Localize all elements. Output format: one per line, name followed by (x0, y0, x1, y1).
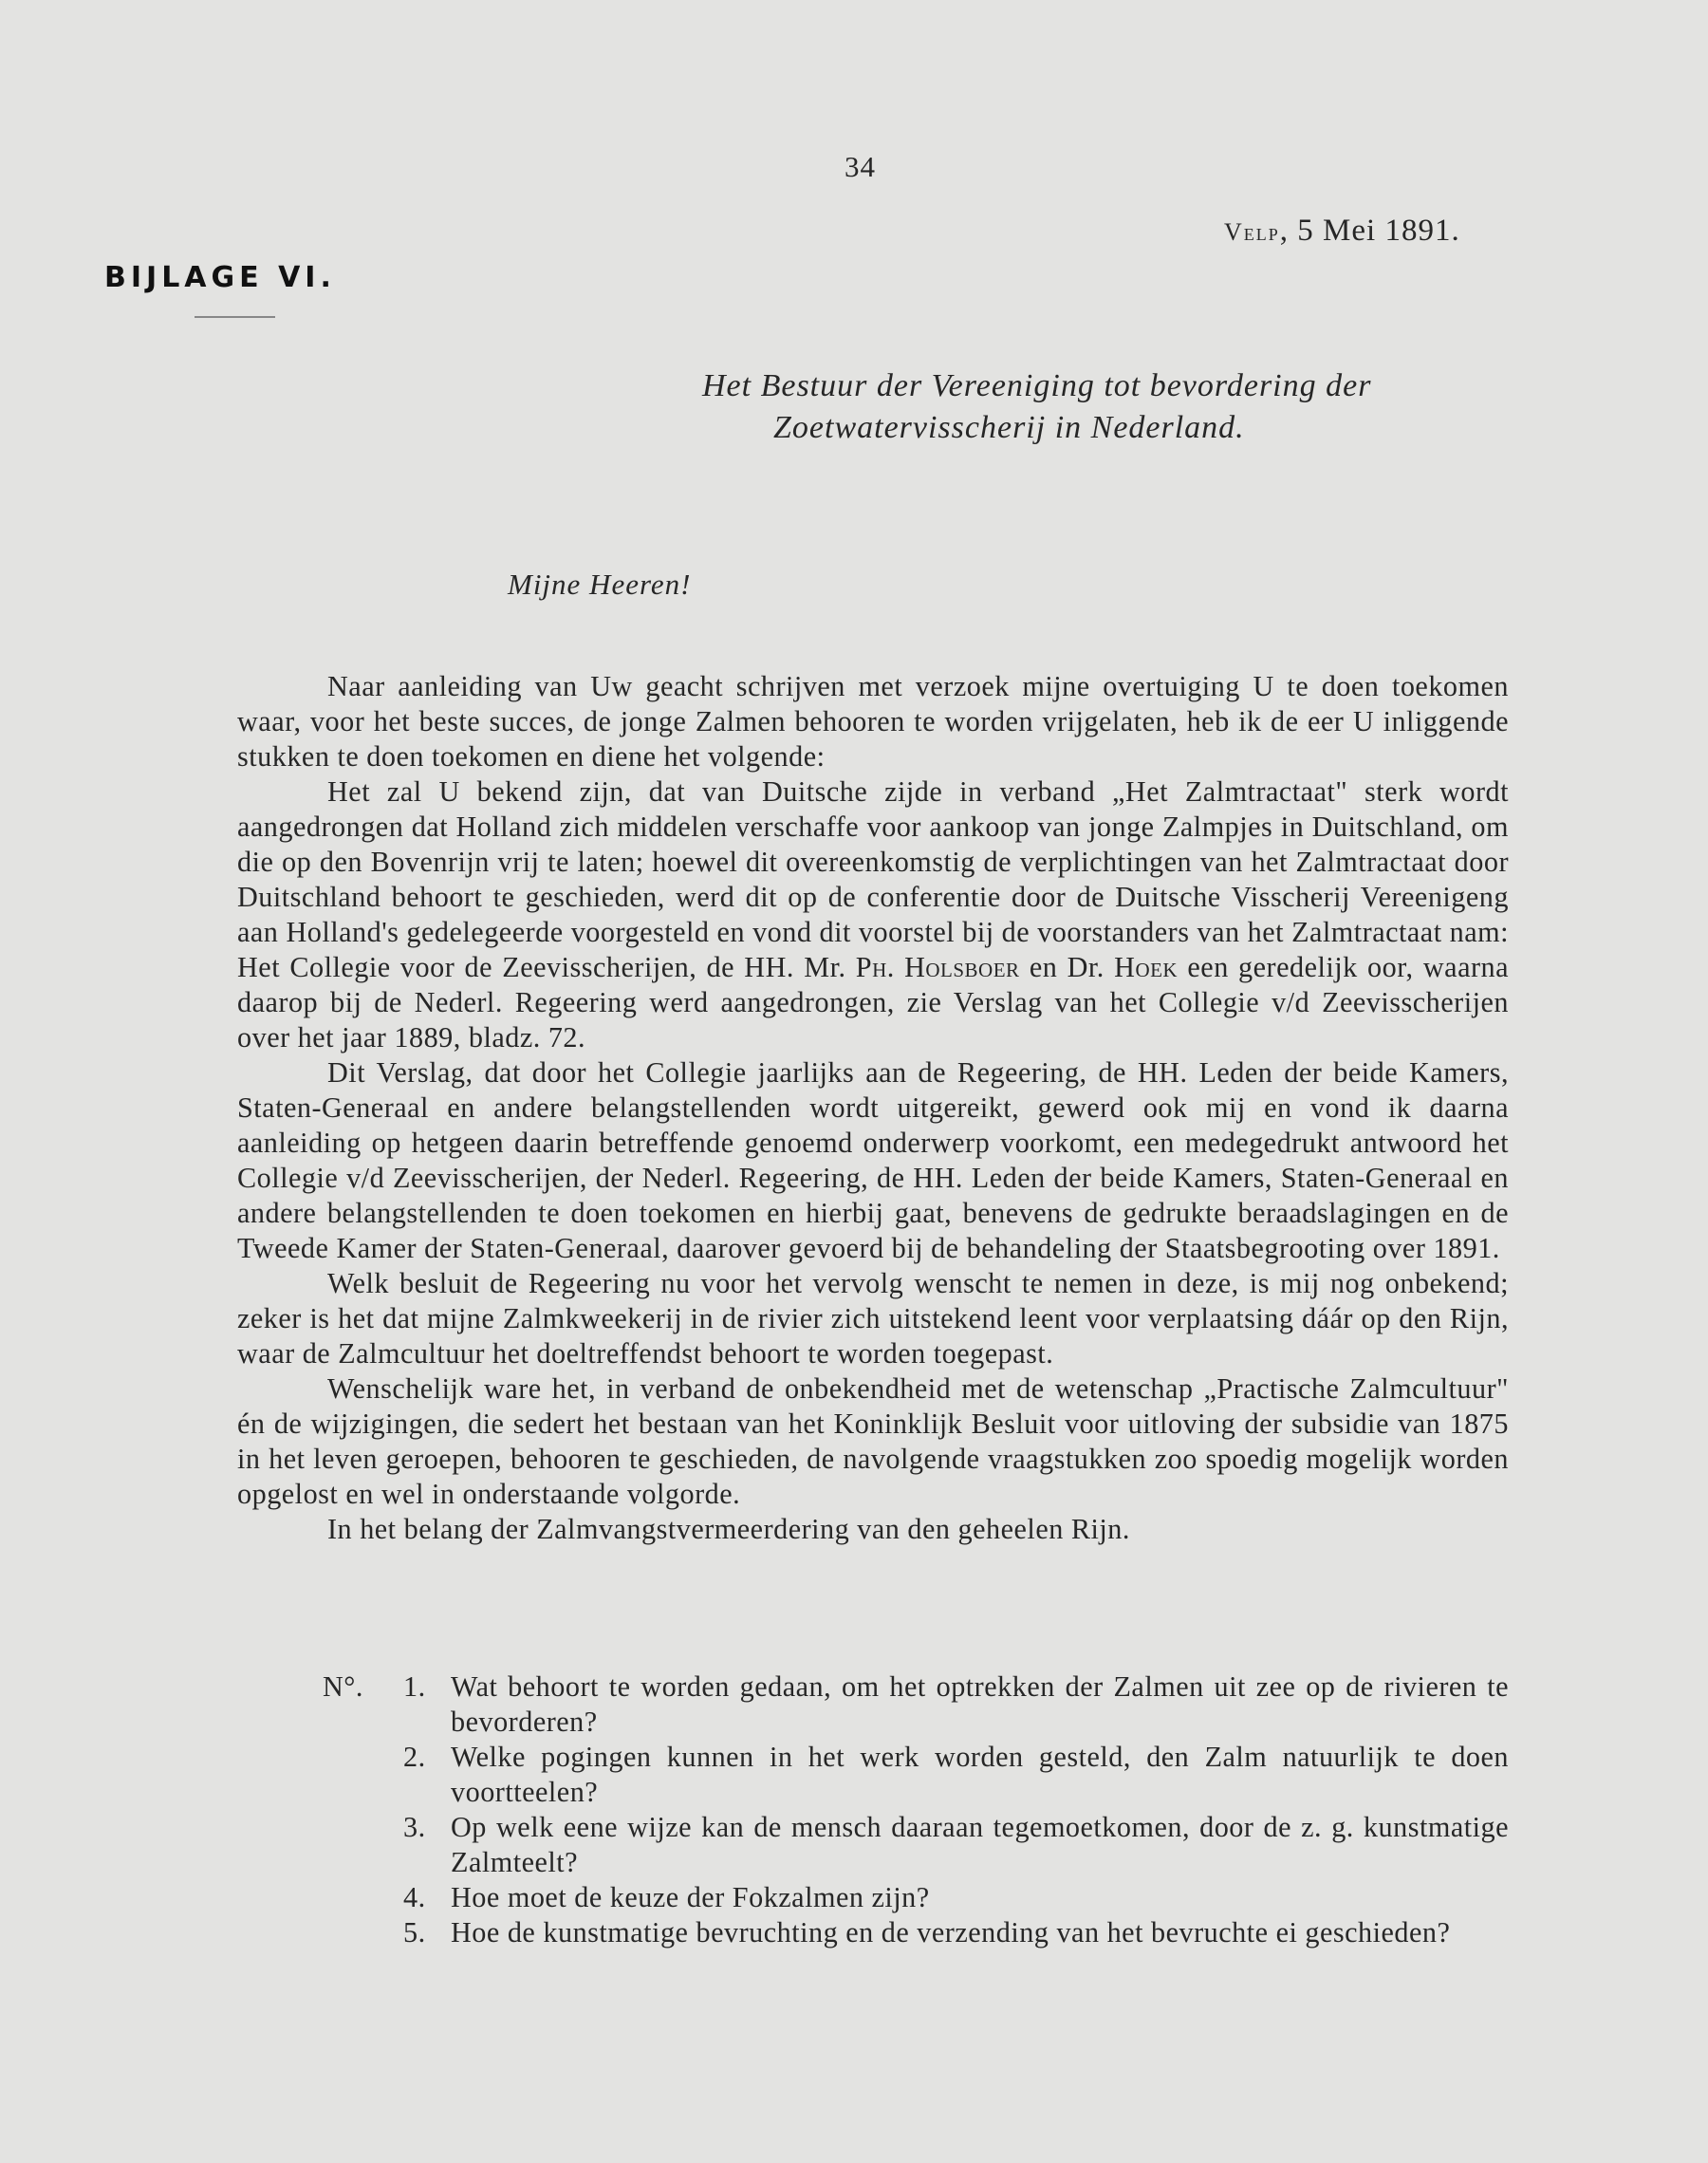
person-name-holsboer: Ph. Holsboer (855, 951, 1020, 983)
paragraph-6: In het belang der Zalmvangstvermeerdering van den geheelen Rijn. (327, 1513, 1130, 1545)
paragraph-2-part-a: Het zal U bekend zijn, dat van Duitsche zijde in verband „Het Zalmtractaat" sterk wordt aangedrongen dat Holland zich middelen verschaffe voor aankoop van jonge Zalmpjes in Duitschland, om die op den Bovenrijn vrij te laten; hoewel dit overeenkomstig de verplichtingen van het Zalmtractaat door Duitschland behoort te geschieden, werd dit op de conferentie door de Duitsche Visscherij Vereenigeng aan Holland's gedelegeerde voorgesteld en vond dit voorstel bij de voorstanders van het Zalmtractaat nam: Het Collegie voor de Zeevisscherijen, de HH. Mr. (237, 775, 1509, 983)
paragraph-2 (237, 774, 1509, 1055)
paragraph-2-part-b: en Dr. (1029, 951, 1105, 983)
question-prefix: N°. (323, 1670, 363, 1703)
addressee-line-2: Zoetwatervisscherij in Nederland. (773, 410, 1245, 445)
place-name: Velp (1224, 218, 1280, 246)
list-item (237, 1915, 1509, 1950)
place-date (1224, 214, 1460, 249)
appendix-label: BIJLAGE VI. (104, 261, 336, 294)
question-number: 5. (403, 1916, 426, 1949)
question-text: Hoe de kunstmatige bevruchting en de verzending van het bevruchte ei geschieden? (451, 1916, 1451, 1949)
letter-date: , 5 Mei 1891. (1279, 214, 1460, 248)
page-number: 34 (845, 150, 876, 183)
question-prefix-spacer (237, 1880, 403, 1915)
question-list (237, 1669, 1509, 1950)
paragraph-1: Naar aanleiding van Uw geacht schrijven met verzoek mijne overtuiging U te doen toekomen waar, voor het beste succes, de jonge Zalmen behooren te worden vrijgelaten, heb ik de eer U inliggende stukken te doen toekomen en diene het volgende: (237, 670, 1509, 773)
paragraph-3: Dit Verslag, dat door het Collegie jaarlijks aan de Regeering, de HH. Leden der beide Kamers, Staten-Generaal en andere belangstellenden wordt uitgereikt, gewerd ook mij en vond ik daarna aanleiding op hetgeen daarin betreffende genoemd onderwerp voorkomt, een medegedrukt antwoord het Collegie v/d Zeevisscherijen, der Nederl. Regeering, de HH. Leden der beide Kamers, Staten-Generaal en andere belangstellenden te doen toekomen en hierbij gaat, benevens de gedrukte beraadslagingen en de Tweede Kamer der Staten-Generaal, daarover gevoerd bij de behandeling der Staatsbegrooting over 1891. (237, 1056, 1509, 1264)
list-item (237, 1810, 1509, 1880)
paragraph-2-part-c: een geredelijk oor, waarna daarop bij de Nederl. Regeering werd aangedrongen, zie Verslag van het Collegie v/d Zeevisscherijen over het jaar 1889, bladz. 72. (237, 951, 1510, 1054)
question-number: 3. (403, 1811, 426, 1843)
list-item (237, 1740, 1509, 1810)
question-number: 1. (403, 1670, 426, 1703)
list-item (237, 1880, 1509, 1915)
question-prefix-spacer (237, 1915, 403, 1950)
question-text: Hoe moet de keuze der Fokzalmen zijn? (451, 1881, 930, 1913)
list-item (237, 1669, 1509, 1740)
paragraph-4: Welk besluit de Regeering nu voor het vervolg wenscht te nemen in deze, is mij nog onbekend; zeker is het dat mijne Zalmkweekerij in de rivier zich uitstekend leent voor verplaatsing dáár op den Rijn, waar de Zalmcultuur het doeltreffendst behoort te worden toegepast. (237, 1267, 1509, 1370)
person-name-hoek: Hoek (1114, 951, 1179, 983)
paragraph-5: Wenschelijk ware het, in verband de onbekendheid met de wetenschap „Practische Zalmcultuur" én de wijzigingen, die sedert het bestaan van het Koninklijk Besluit voor uitloving der subsidie van 1875 in het leven geroepen, behooren te geschieden, de navolgende vraagstukken zoo spoedig mogelijk worden opgelost en wel in onderstaande volgorde. (237, 1372, 1509, 1510)
question-prefix-spacer (237, 1740, 403, 1810)
letter-body (237, 669, 1509, 1547)
question-number: 2. (403, 1741, 426, 1773)
question-text: Op welk eene wijze kan de mensch daaraan tegemoetkomen, door de z. g. kunstmatige Zalmteelt? (451, 1811, 1509, 1878)
question-text: Wat behoort te worden gedaan, om het optrekken der Zalmen uit zee op de rivieren te bevorderen? (451, 1670, 1509, 1738)
divider (195, 316, 275, 318)
question-prefix-spacer (237, 1810, 403, 1880)
question-text: Welke pogingen kunnen in het werk worden gesteld, den Zalm natuurlijk te doen voortteelen? (451, 1741, 1509, 1808)
salutation: Mijne Heeren! (508, 568, 692, 601)
question-number: 4. (403, 1881, 426, 1913)
addressee-line-1: Het Bestuur der Vereeniging tot bevordering der (702, 368, 1372, 403)
